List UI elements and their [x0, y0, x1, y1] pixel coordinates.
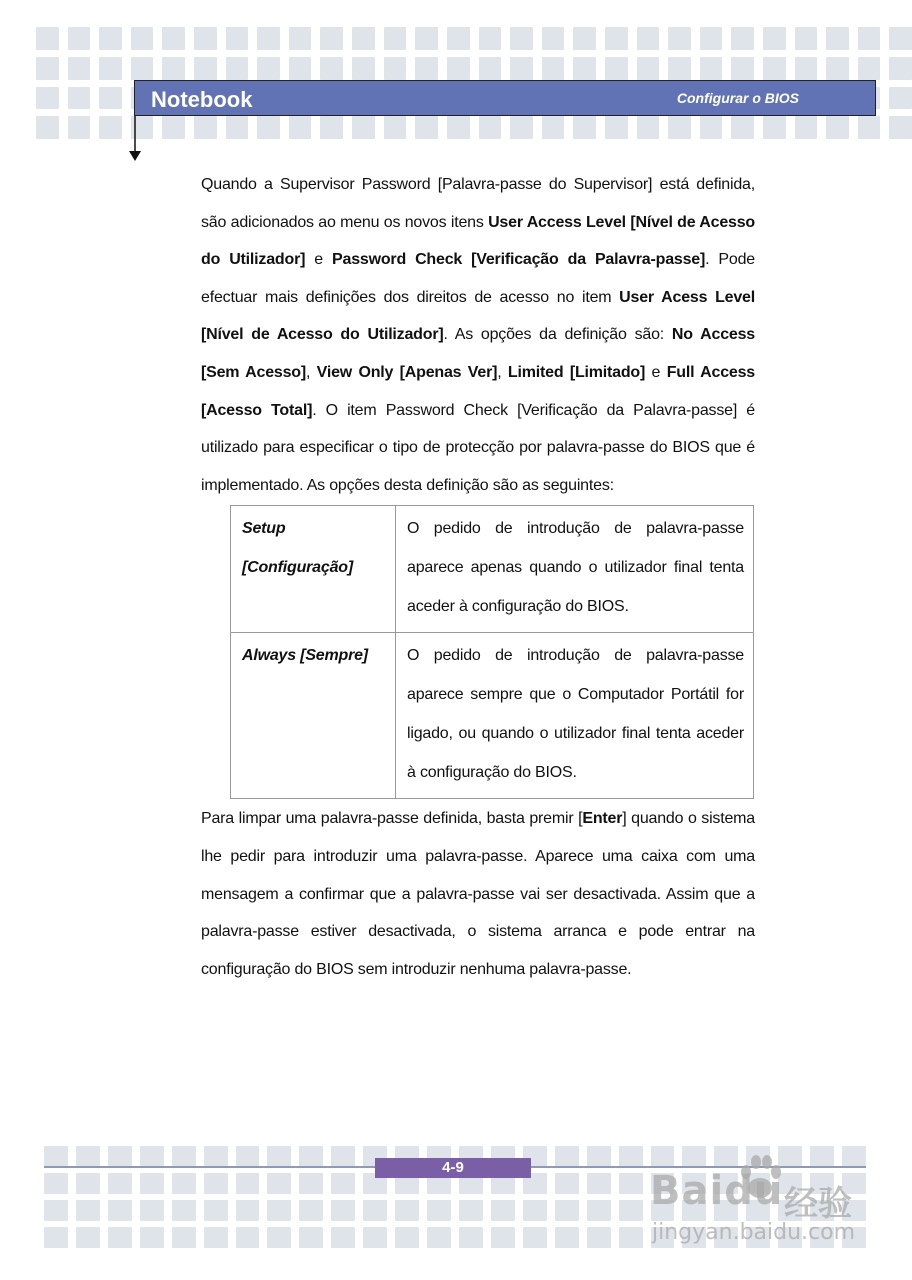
decor-tile	[204, 1173, 228, 1194]
option-row	[231, 633, 754, 799]
options-table	[230, 505, 754, 799]
decor-tile	[858, 57, 881, 80]
decor-tile	[510, 116, 533, 139]
decor-tile	[267, 1227, 291, 1248]
decor-tile	[172, 1200, 196, 1221]
option-name	[231, 633, 396, 799]
option-name-line: [Configuração]	[242, 559, 353, 577]
decor-tile	[99, 57, 122, 80]
clear-password-paragraph	[201, 800, 755, 988]
decor-tile	[731, 27, 754, 50]
decor-tile	[491, 1227, 515, 1248]
watermark-cn: 经验	[784, 1184, 852, 1224]
decor-tile	[763, 116, 786, 139]
decor-tile	[605, 116, 628, 139]
text-run: . As opções da definição são:	[443, 326, 672, 344]
decor-tile	[108, 1146, 132, 1167]
decor-tile	[194, 27, 217, 50]
decor-tile	[384, 27, 407, 50]
decor-tile	[108, 1227, 132, 1248]
decor-tile	[668, 57, 691, 80]
decor-tile	[447, 57, 470, 80]
decor-tile	[140, 1200, 164, 1221]
decor-tile	[289, 57, 312, 80]
decor-tile	[172, 1227, 196, 1248]
decor-tile	[363, 1200, 387, 1221]
decor-tile	[731, 57, 754, 80]
decor-tile	[555, 1173, 579, 1194]
decor-tile	[131, 27, 154, 50]
decor-tile	[36, 27, 59, 50]
decor-tile	[587, 1173, 611, 1194]
option-name	[231, 506, 396, 633]
decor-tile	[459, 1200, 483, 1221]
decor-tile	[889, 116, 912, 139]
decor-tile	[523, 1227, 547, 1248]
decor-tile	[700, 27, 723, 50]
decor-tile	[140, 1146, 164, 1167]
decor-tile	[510, 27, 533, 50]
decor-tile	[257, 57, 280, 80]
text-run: e	[305, 251, 333, 269]
decor-tile	[700, 116, 723, 139]
decor-tile	[479, 116, 502, 139]
decor-tile	[555, 1227, 579, 1248]
decor-tile	[44, 1200, 68, 1221]
decor-tile	[858, 116, 881, 139]
text-run: ,	[306, 363, 317, 381]
decor-tile	[172, 1146, 196, 1167]
decor-tile	[637, 116, 660, 139]
decor-tile	[204, 1227, 228, 1248]
decor-tile	[795, 57, 818, 80]
decor-tile	[172, 1173, 196, 1194]
decor-tile	[320, 116, 343, 139]
bold-term: No Access [Sem Acesso]	[201, 326, 755, 381]
decor-tile	[331, 1146, 355, 1167]
watermark-url: jingyan.baidu.com	[652, 1220, 856, 1245]
bold-term: Limited [Limitado]	[507, 363, 646, 381]
decor-tile	[236, 1227, 260, 1248]
decor-tile	[763, 27, 786, 50]
decor-tile	[236, 1173, 260, 1194]
decor-tile	[415, 116, 438, 139]
bold-term: User Access Level [Nível de Acesso do Utilizador]	[201, 213, 755, 269]
decor-tile	[447, 27, 470, 50]
decor-tile	[236, 1146, 260, 1167]
decor-tile	[44, 1227, 68, 1248]
option-description: O pedido de introdução de palavra-passe aparece apenas quando o utilizador final tenta aceder à configuração do BIOS.	[396, 506, 754, 633]
decor-tile	[763, 57, 786, 80]
decor-tile	[826, 57, 849, 80]
decor-tile	[162, 57, 185, 80]
section-title: Configurar o BIOS	[676, 90, 799, 106]
decor-tile	[236, 1200, 260, 1221]
decor-tile	[36, 57, 59, 80]
decor-tile	[826, 27, 849, 50]
decor-tile	[587, 1200, 611, 1221]
page-number: 4-9	[375, 1158, 531, 1178]
decor-tile	[415, 27, 438, 50]
decor-tile	[257, 27, 280, 50]
decor-tile	[700, 57, 723, 80]
decor-tile	[555, 1200, 579, 1221]
decor-tile	[731, 116, 754, 139]
doc-title: Notebook	[151, 87, 253, 112]
decor-tile	[226, 27, 249, 50]
bold-term: User Acess Level [Nível de Acesso do Utilizador]	[201, 288, 755, 344]
decor-tile	[858, 27, 881, 50]
decor-tile	[352, 116, 375, 139]
bold-term: Password Check [Verificação da Palavra-passe]	[332, 251, 706, 269]
decor-tile	[299, 1146, 323, 1167]
decor-tile	[542, 57, 565, 80]
decor-tile	[605, 57, 628, 80]
text-run: Para limpar uma palavra-passe definida, basta premir [	[201, 810, 583, 828]
option-row	[231, 506, 754, 633]
bold-term: Enter	[582, 810, 623, 828]
decor-tile	[510, 57, 533, 80]
decor-tile	[826, 116, 849, 139]
decor-tile	[555, 1146, 579, 1167]
decor-tile	[267, 1200, 291, 1221]
decor-tile	[889, 87, 912, 110]
decor-tile	[573, 116, 596, 139]
decor-tile	[542, 116, 565, 139]
decor-tile	[491, 1200, 515, 1221]
header-bar	[134, 80, 876, 116]
decor-tile	[668, 116, 691, 139]
decor-tile	[427, 1227, 451, 1248]
decor-tile	[36, 87, 59, 110]
decor-tile	[99, 87, 122, 110]
intro-paragraph	[201, 166, 755, 504]
decor-tile	[384, 116, 407, 139]
text-run: e	[645, 363, 667, 381]
decor-tile	[76, 1227, 100, 1248]
decor-tile	[140, 1227, 164, 1248]
decor-tile	[36, 116, 59, 139]
decor-tile	[76, 1200, 100, 1221]
decor-tile	[427, 1200, 451, 1221]
decor-tile	[479, 57, 502, 80]
watermark-brand: Baidu	[650, 1168, 784, 1214]
decor-tile	[395, 1200, 419, 1221]
decor-tile	[573, 57, 596, 80]
decor-tile	[162, 116, 185, 139]
decor-tile	[587, 1146, 611, 1167]
bold-term: View Only [Apenas Ver]	[316, 363, 498, 381]
text-run: . O item Password Check [Verificação da Palavra-passe] é utilizado para especificar o tipo de protecção por palavra-passe do BIOS que é implementado. As opções desta definição são as seguintes:	[201, 401, 755, 494]
decor-tile	[331, 1173, 355, 1194]
option-description: O pedido de introdução de palavra-passe aparece sempre que o Computador Portátil for ligado, ou quando o utilizador final tenta aceder à configuração do BIOS.	[396, 633, 754, 799]
decor-tile	[194, 116, 217, 139]
decor-tile	[331, 1200, 355, 1221]
decor-tile	[795, 116, 818, 139]
decor-tile	[289, 116, 312, 139]
bold-term: Full Access [Acesso Total]	[201, 363, 755, 419]
decor-tile	[44, 1146, 68, 1167]
decor-tile	[204, 1146, 228, 1167]
decor-tile	[299, 1173, 323, 1194]
decor-tile	[415, 57, 438, 80]
decor-tile	[44, 1173, 68, 1194]
decor-tile	[299, 1200, 323, 1221]
decor-tile	[352, 27, 375, 50]
decor-tile	[331, 1227, 355, 1248]
main-content	[201, 166, 755, 988]
decor-tile	[99, 116, 122, 139]
decor-tile	[523, 1200, 547, 1221]
decor-tile	[320, 27, 343, 50]
decor-tile	[889, 27, 912, 50]
decor-tile	[76, 1146, 100, 1167]
decor-tile	[668, 27, 691, 50]
down-arrow-icon	[126, 116, 144, 164]
decor-tile	[384, 57, 407, 80]
option-name-line: Always [Sempre]	[242, 647, 368, 665]
decor-tile	[68, 87, 91, 110]
decor-tile	[267, 1146, 291, 1167]
decor-tile	[194, 57, 217, 80]
text-run: ,	[497, 363, 508, 381]
decor-tile	[587, 1227, 611, 1248]
decor-tile	[637, 27, 660, 50]
decor-tile	[162, 27, 185, 50]
decor-tile	[99, 27, 122, 50]
decor-tile	[140, 1173, 164, 1194]
decor-tile	[76, 1173, 100, 1194]
decor-tile	[226, 57, 249, 80]
decor-tile	[108, 1173, 132, 1194]
text-run: Quando a Supervisor Password [Palavra-passe do Supervisor] está definida, são adicionados ao menu os novos itens	[201, 176, 755, 231]
decor-tile	[605, 27, 628, 50]
decor-tile	[363, 1227, 387, 1248]
text-run: . Pode efectuar mais definições dos direitos de acesso no item	[201, 251, 755, 306]
decor-tile	[637, 57, 660, 80]
watermark	[638, 1150, 878, 1260]
decor-tile	[459, 1227, 483, 1248]
option-name-line: Setup	[242, 520, 286, 538]
decor-tile	[299, 1227, 323, 1248]
decor-tile	[447, 116, 470, 139]
decor-tile	[68, 116, 91, 139]
text-run: ] quando o sistema lhe pedir para introduzir uma palavra-passe. Aparece uma caixa com uma mensagem a confirmar que a palavra-passe vai ser desactivada. Assim que a palavra-passe estiver desactivada, o sistema arranca e pode entrar na configuração do BIOS sem introduzir nenhuma palavra-passe.	[201, 810, 755, 978]
decor-tile	[131, 57, 154, 80]
decor-tile	[479, 27, 502, 50]
decor-tile	[889, 57, 912, 80]
decor-tile	[68, 27, 91, 50]
decor-tile	[226, 116, 249, 139]
decor-tile	[68, 57, 91, 80]
decor-tile	[289, 27, 312, 50]
decor-tile	[795, 27, 818, 50]
decor-tile	[542, 27, 565, 50]
decor-tile	[204, 1200, 228, 1221]
decor-tile	[108, 1200, 132, 1221]
decor-tile	[320, 57, 343, 80]
decor-tile	[257, 116, 280, 139]
decor-tile	[573, 27, 596, 50]
decor-tile	[395, 1227, 419, 1248]
decor-tile	[267, 1173, 291, 1194]
decor-tile	[352, 57, 375, 80]
